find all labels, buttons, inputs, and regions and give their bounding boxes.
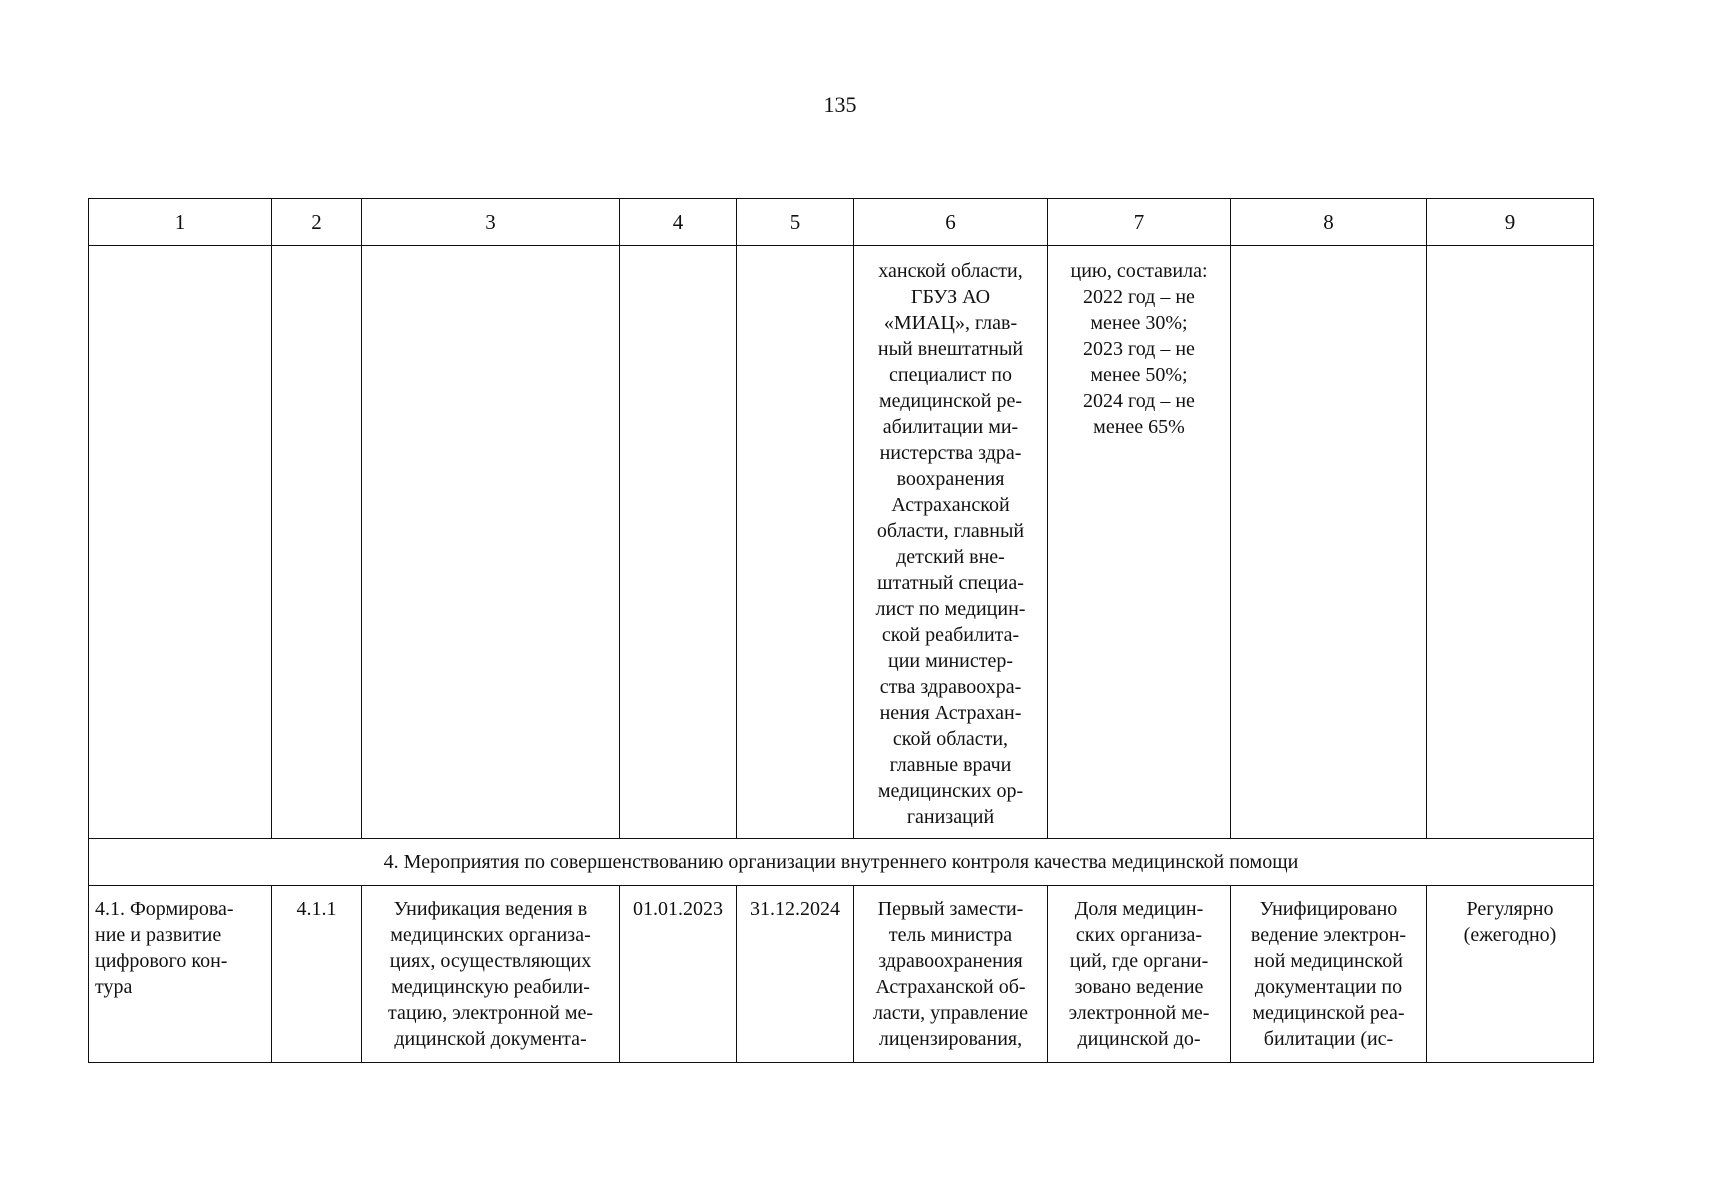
text-line: лицензирования, bbox=[878, 1028, 1023, 1050]
responsible-cell bbox=[854, 246, 1048, 839]
text-line: специалист по bbox=[889, 364, 1012, 386]
column-header: 3 bbox=[362, 199, 620, 246]
text-line: электронной ме- bbox=[1068, 1002, 1210, 1024]
text-line: ции министер- bbox=[887, 650, 1014, 672]
text-line: документации по bbox=[1254, 976, 1403, 998]
section-title: 4. Мероприятия по совершенствованию организации внутреннего контроля качества медицинской помощи bbox=[89, 839, 1594, 886]
activity-text bbox=[362, 886, 619, 1056]
text-line: области, главный bbox=[876, 520, 1025, 542]
text-line: ный внештатный bbox=[877, 338, 1024, 360]
text-line: ций, где органи- bbox=[1069, 950, 1209, 972]
task-cell bbox=[89, 886, 272, 1063]
text-line: Доля медицин- bbox=[1074, 898, 1204, 920]
table-cell bbox=[89, 246, 272, 839]
text-line: дицинской до- bbox=[1077, 1028, 1201, 1050]
text-line: 2024 год – не bbox=[1083, 390, 1195, 412]
column-header: 9 bbox=[1427, 199, 1594, 246]
table-cell bbox=[620, 246, 737, 839]
text-line: циях, осуществляющих bbox=[389, 950, 592, 972]
text-line: главные врачи bbox=[889, 754, 1012, 776]
table-cell bbox=[1427, 246, 1594, 839]
text-line: менее 30%; bbox=[1090, 312, 1188, 334]
periodicity-text bbox=[1427, 886, 1593, 952]
column-header: 1 bbox=[89, 199, 272, 246]
text-line: 2023 год – не bbox=[1083, 338, 1195, 360]
text-line: медицинской реа- bbox=[1252, 1002, 1405, 1024]
text-line: менее 50%; bbox=[1090, 364, 1188, 386]
text-line: абилитации ми- bbox=[882, 416, 1019, 438]
text-line: 2022 год – не bbox=[1083, 286, 1195, 308]
indicator-cell bbox=[1048, 886, 1231, 1063]
text-line: ласти, управление bbox=[872, 1002, 1029, 1024]
text-line: штатный специа- bbox=[877, 572, 1024, 594]
text-line: тель министра bbox=[888, 924, 1013, 946]
end-date: 31.12.2024 bbox=[750, 898, 840, 920]
text-line: тацию, электронной ме- bbox=[387, 1002, 594, 1024]
text-line: медицинской ре- bbox=[878, 390, 1023, 412]
result-cell bbox=[1231, 886, 1427, 1063]
text-line: дицинской документа- bbox=[394, 1028, 587, 1050]
section-row bbox=[89, 839, 1594, 886]
text-line: ведение электрон- bbox=[1250, 924, 1407, 946]
text-line: ской области, bbox=[892, 728, 1009, 750]
page-number: 135 bbox=[823, 92, 857, 117]
text-line: ГБУЗ АО bbox=[910, 286, 991, 308]
text-line: лист по медицин- bbox=[875, 598, 1026, 620]
text-line: тура bbox=[95, 976, 133, 998]
periodicity-cell bbox=[1427, 886, 1594, 1063]
text-line: здравоохранения bbox=[878, 950, 1023, 972]
column-header: 8 bbox=[1231, 199, 1427, 246]
text-line: Унификация ведения в bbox=[393, 898, 588, 920]
task-text bbox=[89, 886, 271, 1004]
responsible-text bbox=[854, 886, 1047, 1056]
text-line: нистерства здра- bbox=[879, 442, 1022, 464]
text-line: медицинскую реабили- bbox=[391, 976, 590, 998]
table-cell bbox=[362, 246, 620, 839]
text-line: ханской области, bbox=[878, 260, 1023, 282]
continuation-row bbox=[89, 246, 1594, 839]
text-line: цию, составила: bbox=[1070, 260, 1208, 282]
text-line: цифрового кон- bbox=[95, 950, 228, 972]
text-line: «МИАЦ», глав- bbox=[883, 312, 1018, 334]
table-header-row bbox=[89, 199, 1594, 246]
text-line: ства здравоохра- bbox=[879, 676, 1022, 698]
text-line: медицинских ор- bbox=[877, 780, 1024, 802]
text-line: детский вне- bbox=[896, 546, 1005, 568]
number-cell bbox=[272, 886, 362, 1063]
indicator-text bbox=[1048, 246, 1230, 446]
text-line: ганизаций bbox=[906, 806, 995, 828]
table-row bbox=[89, 886, 1594, 1063]
start-date-cell bbox=[620, 886, 737, 1063]
table-cell bbox=[1231, 246, 1427, 839]
indicator-text bbox=[1048, 886, 1230, 1056]
column-header: 7 bbox=[1048, 199, 1231, 246]
text-line: воохранения bbox=[896, 468, 1005, 490]
text-line: Регулярно bbox=[1466, 898, 1554, 920]
text-line: билитации (ис- bbox=[1263, 1028, 1394, 1050]
responsible-cell bbox=[854, 886, 1048, 1063]
column-header: 6 bbox=[854, 199, 1048, 246]
responsible-text bbox=[854, 246, 1047, 836]
start-date: 01.01.2023 bbox=[633, 898, 723, 920]
text-line: ние и развитие bbox=[95, 924, 222, 946]
table-cell bbox=[272, 246, 362, 839]
text-line: нения Астрахан- bbox=[879, 702, 1022, 724]
indicator-cell bbox=[1048, 246, 1231, 839]
text-line: Первый замести- bbox=[877, 898, 1024, 920]
text-line: зовано ведение bbox=[1074, 976, 1204, 998]
activity-cell bbox=[362, 886, 620, 1063]
text-line: (ежегодно) bbox=[1463, 924, 1557, 946]
text-line: Унифицировано bbox=[1259, 898, 1398, 920]
text-line: медицинских организа- bbox=[390, 924, 591, 946]
text-line: 4.1. Формирова- bbox=[95, 898, 234, 920]
text-line: Астраханской bbox=[891, 494, 1010, 516]
text-line: ской реабилита- bbox=[881, 624, 1020, 646]
text-line: Астраханской об- bbox=[875, 976, 1026, 998]
text-line: менее 65% bbox=[1093, 416, 1185, 438]
activities-table bbox=[88, 198, 1594, 1063]
end-date-cell bbox=[737, 886, 854, 1063]
item-number: 4.1.1 bbox=[296, 898, 337, 920]
column-header: 4 bbox=[620, 199, 737, 246]
table-cell bbox=[737, 246, 854, 839]
text-line: ских организа- bbox=[1075, 924, 1203, 946]
result-text bbox=[1231, 886, 1426, 1056]
column-header: 5 bbox=[737, 199, 854, 246]
column-header: 2 bbox=[272, 199, 362, 246]
text-line: ной медицинской bbox=[1254, 950, 1403, 972]
